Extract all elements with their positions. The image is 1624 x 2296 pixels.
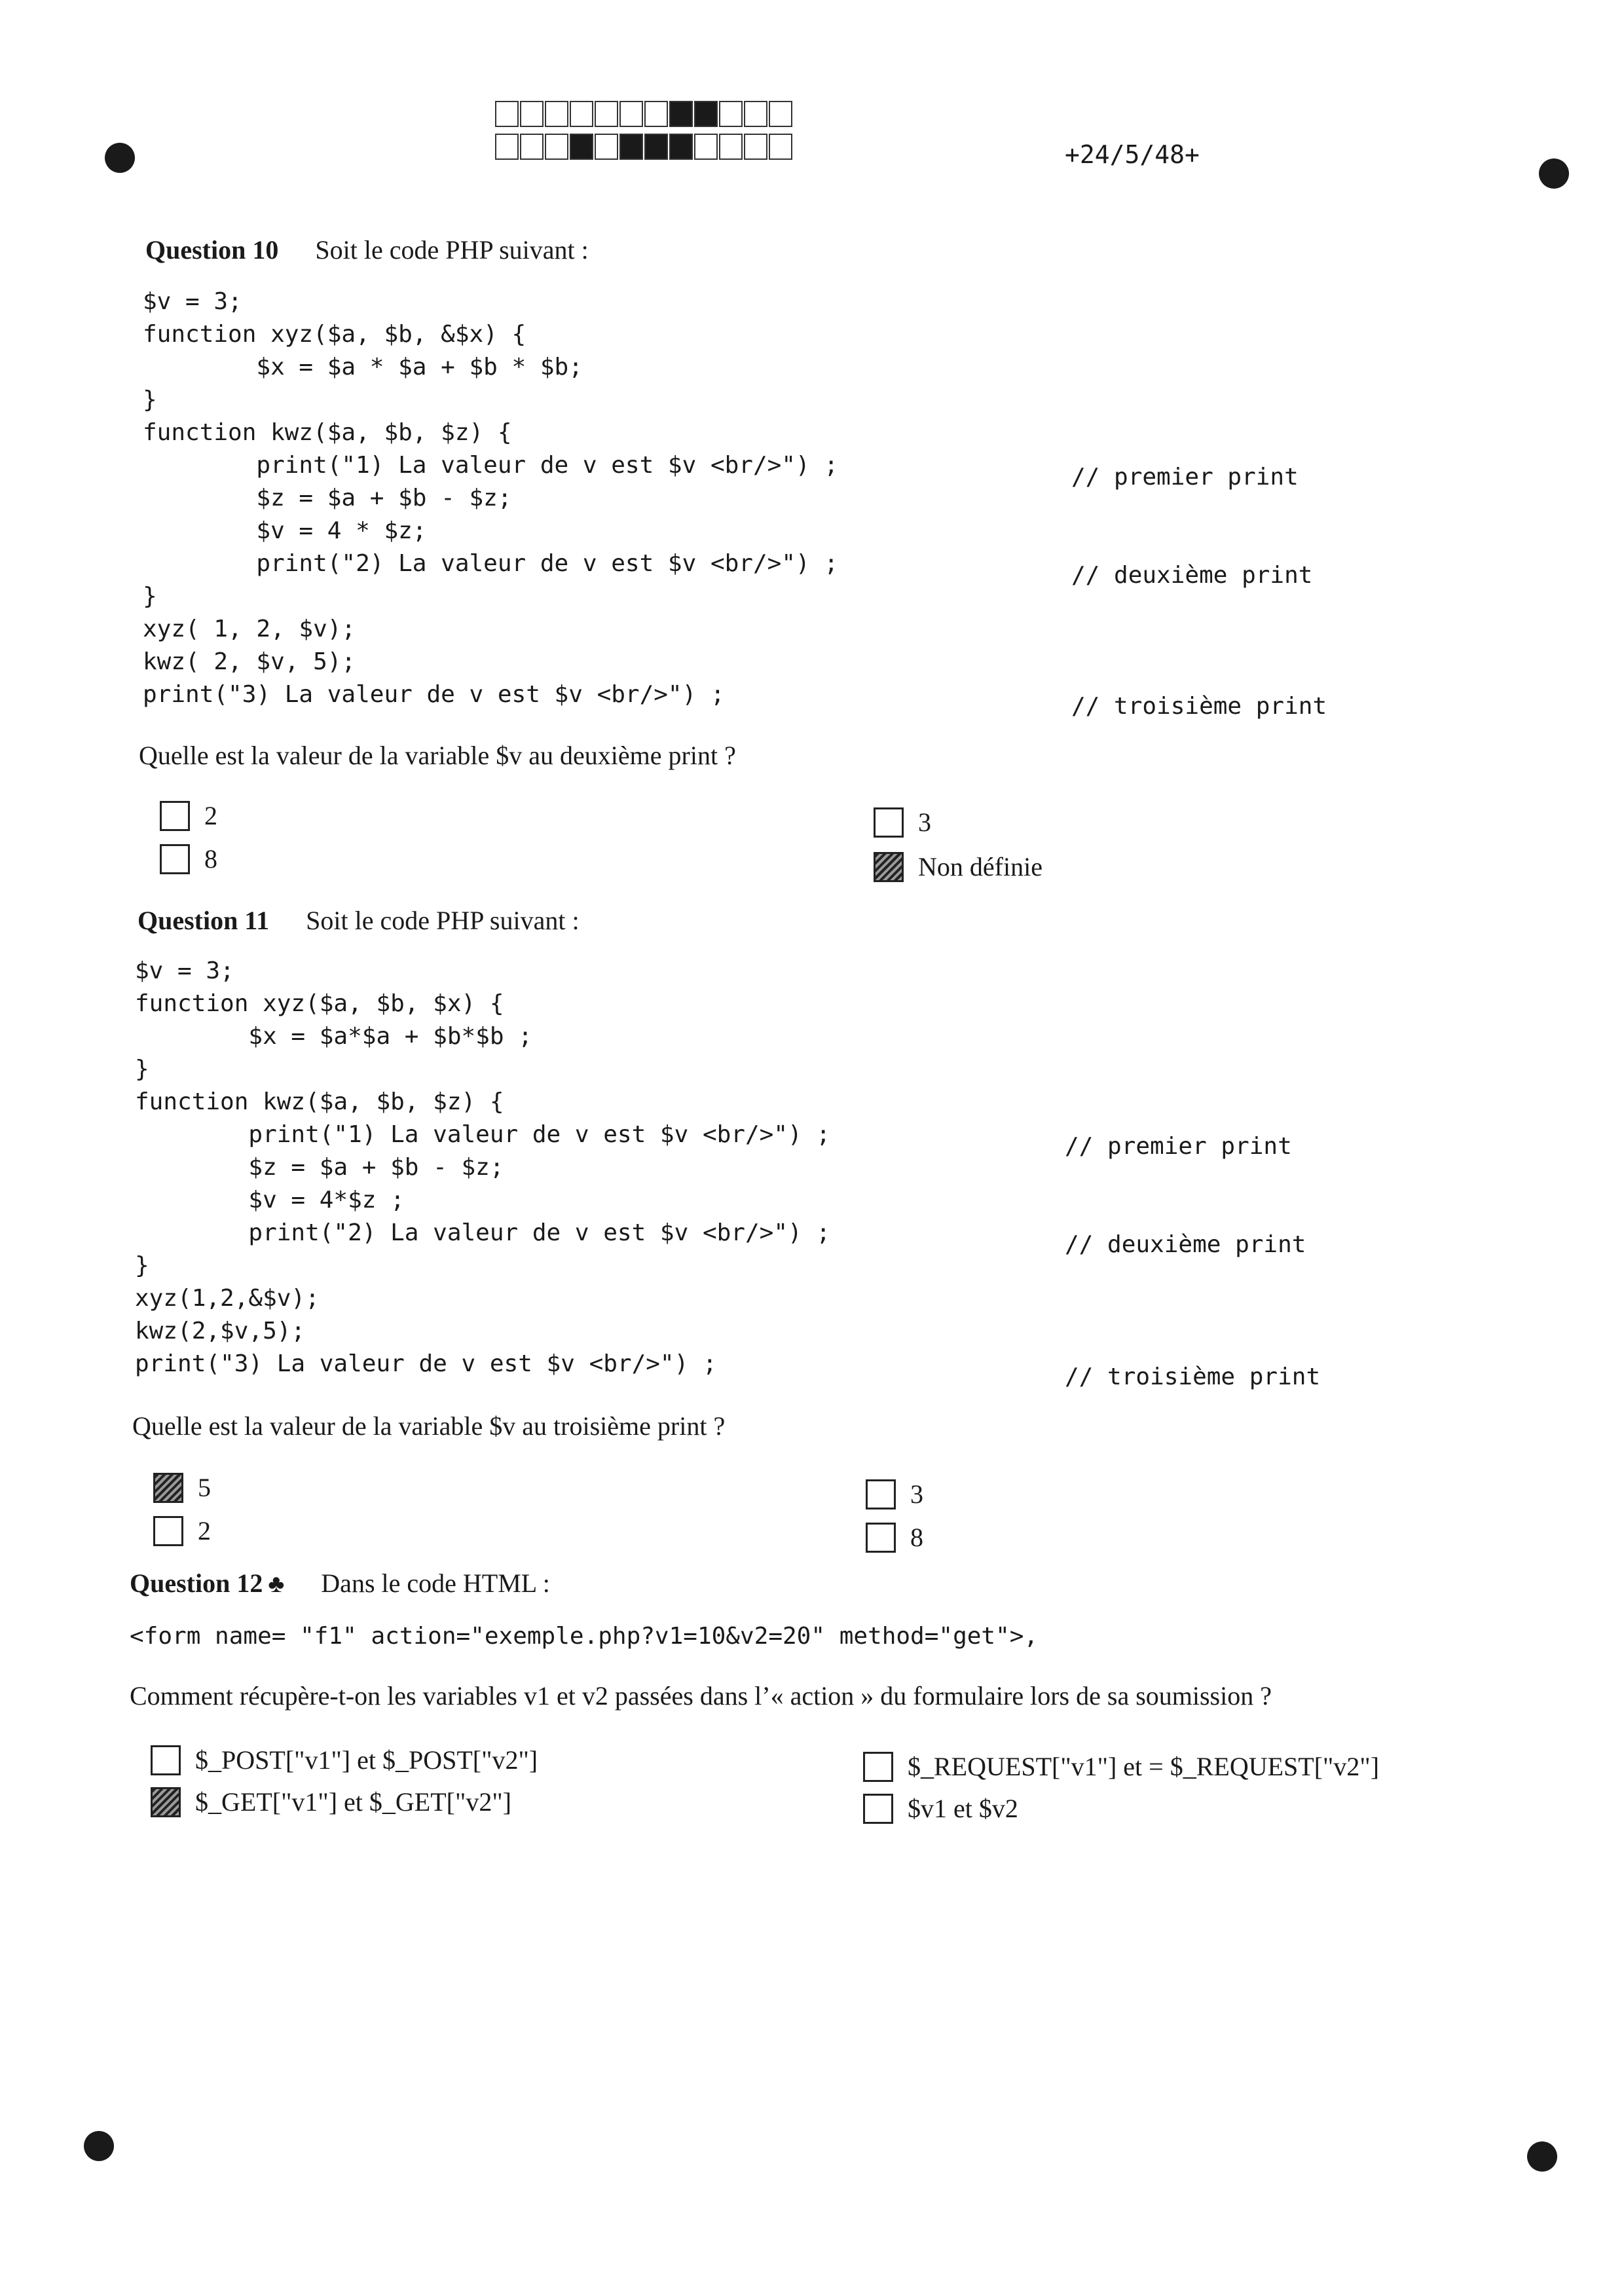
q12-choice-get-label: $_GET["v1"] et $_GET["v2"] (195, 1787, 511, 1817)
q11-checkbox-5[interactable] (153, 1473, 183, 1503)
q12-choice-get[interactable] (151, 1787, 511, 1817)
q11-code-line: $v = 3; (135, 957, 234, 984)
q11-choice-3-label: 3 (910, 1479, 923, 1509)
barcode-cell (719, 134, 743, 160)
barcode-cell (545, 101, 568, 127)
q11-choice-2-label: 2 (198, 1516, 211, 1546)
q11-comment-1: // premier print (1065, 1133, 1292, 1160)
q11-code-line: xyz(1,2,&$v); (135, 1285, 320, 1312)
club-icon: ♣ (268, 1570, 285, 1598)
q11-code-line: function kwz($a, $b, $z) { (135, 1088, 504, 1115)
q12-choice-vars-label: $v1 et $v2 (908, 1794, 1018, 1823)
registration-dot-bottom-left (84, 2131, 114, 2161)
q10-choice-2[interactable] (160, 800, 217, 831)
q10-code-line: xyz( 1, 2, $v); (143, 616, 356, 642)
barcode-row-1 (495, 101, 794, 127)
q11-code-line: print("3) La valeur de v est $v <br/>") ; (135, 1350, 717, 1377)
question-11-number: Question 11 (138, 906, 270, 935)
q10-code-line: $v = 3; (143, 288, 242, 315)
question-10-intro: Soit le code PHP suivant : (315, 235, 589, 265)
barcode-cell (744, 101, 767, 127)
question-12-code: <form name= "f1" action="exemple.php?v1=10&v2=20" method="get">, (130, 1623, 1039, 1650)
page-id: +24/5/48+ (1065, 140, 1200, 169)
question-10-number: Question 10 (145, 235, 279, 265)
q11-checkbox-2[interactable] (153, 1516, 183, 1546)
q10-checkbox-3[interactable] (874, 807, 904, 838)
q11-choice-5[interactable] (153, 1472, 211, 1503)
q10-code-line: function xyz($a, $b, &$x) { (143, 321, 526, 348)
question-12-header (130, 1568, 550, 1599)
q10-code-line: } (143, 583, 157, 610)
q10-code-line: kwz( 2, $v, 5); (143, 648, 356, 675)
q11-choice-5-label: 5 (198, 1473, 211, 1502)
barcode-cell (744, 134, 767, 160)
q10-comment-1: // premier print (1071, 464, 1299, 491)
barcode-cell (769, 134, 792, 160)
q12-checkbox-get[interactable] (151, 1787, 181, 1817)
barcode-cell (669, 134, 693, 160)
barcode-cell (769, 101, 792, 127)
q11-code-line: $v = 4*$z ; (135, 1187, 405, 1213)
barcode-cell (644, 101, 668, 127)
q11-code-line: $z = $a + $b - $z; (135, 1154, 504, 1181)
q11-code-line: print("1) La valeur de v est $v <br/>") ; (135, 1121, 831, 1148)
q10-code-line: print("1) La valeur de v est $v <br/>") ; (143, 452, 839, 479)
barcode-cell (694, 134, 718, 160)
barcode-cell (570, 134, 593, 160)
q10-checkbox-2[interactable] (160, 801, 190, 831)
q12-checkbox-post[interactable] (151, 1745, 181, 1775)
barcode-cell (719, 101, 743, 127)
barcode-cell (495, 101, 519, 127)
q10-choice-2-label: 2 (204, 801, 217, 830)
q10-code-line: $x = $a * $a + $b * $b; (143, 354, 583, 380)
question-12-number-text: Question 12 (130, 1568, 263, 1598)
q10-code-line: function kwz($a, $b, $z) { (143, 419, 512, 446)
registration-dot-top-right (1539, 158, 1569, 189)
q11-code-line: kwz(2,$v,5); (135, 1318, 306, 1344)
q11-choice-8-label: 8 (910, 1523, 923, 1552)
barcode-cell (694, 101, 718, 127)
q10-code-line: } (143, 386, 157, 413)
question-11-header (138, 905, 580, 936)
q10-choice-3[interactable] (874, 807, 931, 838)
q12-choice-post[interactable] (151, 1745, 538, 1775)
q10-choice-non-definie-label: Non définie (918, 852, 1043, 881)
question-10-header (145, 234, 589, 265)
q12-checkbox-request[interactable] (863, 1752, 893, 1782)
q10-choice-8-label: 8 (204, 844, 217, 874)
q12-choice-request[interactable] (863, 1751, 1379, 1782)
q10-code-line: print("3) La valeur de v est $v <br/>") ; (143, 681, 725, 708)
q11-code-line: print("2) La valeur de v est $v <br/>") ; (135, 1219, 831, 1246)
question-12-prompt: Comment récupère-t-on les variables v1 et v2 passées dans l’« action » du formulaire lors de sa soumission ? (130, 1681, 1272, 1711)
barcode-cell (644, 134, 668, 160)
barcode-row-2 (495, 134, 794, 160)
q10-code-line: print("2) La valeur de v est $v <br/>") ; (143, 550, 839, 577)
q10-choice-3-label: 3 (918, 807, 931, 837)
q11-code-line: function xyz($a, $b, $x) { (135, 990, 504, 1017)
registration-dot-bottom-right (1527, 2141, 1557, 2172)
q12-choice-request-label: $_REQUEST["v1"] et = $_REQUEST["v2"] (908, 1752, 1380, 1781)
question-12-number (130, 1568, 284, 1598)
q11-checkbox-8[interactable] (866, 1523, 896, 1553)
barcode-cell (545, 134, 568, 160)
question-10-prompt: Quelle est la valeur de la variable $v au deuxième print ? (139, 741, 736, 770)
question-11-prompt: Quelle est la valeur de la variable $v au troisième print ? (132, 1411, 726, 1441)
barcode-cell (619, 101, 643, 127)
q10-comment-2: // deuxième print (1071, 562, 1313, 589)
barcode-cell (619, 134, 643, 160)
q11-checkbox-3[interactable] (866, 1479, 896, 1509)
q10-code-line: $z = $a + $b - $z; (143, 485, 512, 511)
q12-choice-post-label: $_POST["v1"] et $_POST["v2"] (195, 1745, 538, 1775)
q10-code-line: $v = 4 * $z; (143, 517, 427, 544)
q11-code-line: } (135, 1056, 149, 1083)
q10-comment-3: // troisième print (1071, 693, 1327, 720)
barcode-cell (669, 101, 693, 127)
q11-code-line: $x = $a*$a + $b*$b ; (135, 1023, 532, 1050)
barcode-cell (520, 101, 544, 127)
barcode-cell (595, 101, 618, 127)
q11-code-line: } (135, 1252, 149, 1279)
q11-choice-2[interactable] (153, 1515, 211, 1546)
q10-choice-non-definie[interactable] (874, 851, 1043, 882)
question-11-intro: Soit le code PHP suivant : (306, 906, 580, 935)
q12-choice-vars[interactable] (863, 1793, 1018, 1824)
question-12-intro: Dans le code HTML : (321, 1568, 550, 1598)
q11-choice-8[interactable] (866, 1522, 923, 1553)
barcode-cell (570, 101, 593, 127)
q10-checkbox-non-definie[interactable] (874, 852, 904, 882)
barcode-cell (520, 134, 544, 160)
q12-checkbox-vars[interactable] (863, 1794, 893, 1824)
q10-checkbox-8[interactable] (160, 844, 190, 874)
barcode-cell (595, 134, 618, 160)
registration-dot-top-left (105, 143, 135, 173)
q10-choice-8[interactable] (160, 843, 217, 874)
q11-comment-2: // deuxième print (1065, 1231, 1306, 1258)
q11-comment-3: // troisième print (1065, 1363, 1321, 1390)
barcode-cell (495, 134, 519, 160)
q11-choice-3[interactable] (866, 1479, 923, 1509)
